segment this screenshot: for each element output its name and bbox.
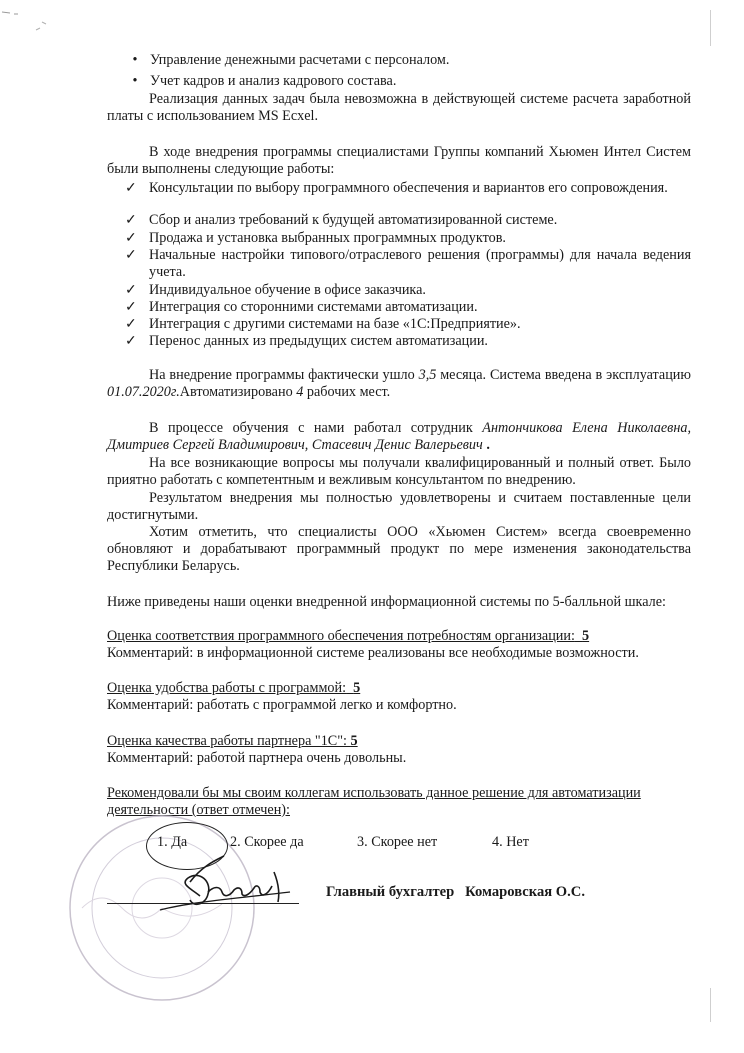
recommend-option-rather-yes: 2. Скорее да bbox=[230, 834, 304, 850]
bullet-icon: • bbox=[132, 52, 138, 68]
impl-workplaces: 4 bbox=[296, 384, 304, 400]
handwritten-signature bbox=[150, 852, 300, 918]
rating-score: 5 bbox=[350, 733, 358, 749]
works-list-item bbox=[125, 333, 691, 350]
rating-comment: Комментарий: работой партнера очень довольны. bbox=[107, 750, 407, 766]
scan-edge-line bbox=[710, 10, 711, 46]
rating-title: Оценка удобства работы с программой: bbox=[107, 680, 347, 696]
works-list-item bbox=[125, 212, 691, 229]
impl-text: месяца. Система введена в эксплуатацию bbox=[436, 367, 691, 383]
rating-block bbox=[107, 628, 691, 662]
check-icon: ✓ bbox=[125, 282, 137, 298]
impl-text: рабочих мест. bbox=[303, 384, 391, 400]
rating-title: Оценка качества работы партнера "1С": bbox=[107, 733, 347, 749]
recommend-option-rather-no: 3. Скорее нет bbox=[357, 834, 438, 850]
rating-title-line bbox=[107, 628, 691, 645]
bullet-icon: • bbox=[132, 73, 138, 89]
signer-position: Главный бухгалтер bbox=[326, 884, 455, 900]
works-list-item bbox=[125, 180, 691, 197]
works-list-item bbox=[125, 316, 691, 333]
paragraph-answers: На все возникающие вопросы мы получали квалифицированный и полный ответ. Было приятно работать с компетентным и вежливым консультантом по внедрению. bbox=[107, 455, 691, 488]
rating-title-line bbox=[107, 680, 691, 697]
recommend-question: Рекомендовали бы мы своим коллегам использовать данное решение для автоматизации деятельности (ответ отмечен): bbox=[107, 785, 641, 818]
works-list-text: Индивидуальное обучение в офисе заказчика. bbox=[149, 282, 426, 298]
scan-edge-line bbox=[710, 988, 711, 1022]
rating-title-line bbox=[107, 733, 691, 750]
paragraph-implementation bbox=[107, 367, 691, 401]
check-icon: ✓ bbox=[125, 230, 137, 246]
rating-title: Оценка соответствия программного обеспечения потребностям организации: bbox=[107, 628, 575, 644]
works-list-item bbox=[125, 299, 691, 316]
works-list-text: Продажа и установка выбранных программных продуктов. bbox=[149, 230, 506, 246]
impl-text: На внедрение программы фактически ушло bbox=[149, 367, 419, 383]
check-icon: ✓ bbox=[125, 299, 137, 315]
training-text: В процессе обучения с нами работал сотрудник bbox=[149, 420, 483, 436]
recommend-option-no: 4. Нет bbox=[492, 834, 529, 850]
signature-line bbox=[107, 903, 299, 904]
works-list-item bbox=[125, 230, 691, 247]
impl-text: Автоматизировано bbox=[179, 384, 297, 400]
training-employees: Антончикова Елена Николаевна, Дмитриев Сергей Владимирович, Стасевич Денис Валерьевич bbox=[107, 420, 691, 453]
check-icon: ✓ bbox=[125, 333, 137, 349]
recommend-option-yes: 1. Да bbox=[157, 834, 188, 850]
works-list-item bbox=[125, 282, 691, 299]
rating-block bbox=[107, 733, 691, 767]
bullet-item bbox=[128, 73, 691, 90]
works-list-text: Консультации по выбору программного обеспечения и вариантов его сопровождения. bbox=[149, 180, 668, 196]
signer-block bbox=[326, 884, 585, 901]
check-icon: ✓ bbox=[125, 247, 137, 263]
bullet-text: Управление денежными расчетами с персоналом. bbox=[150, 52, 450, 68]
rating-comment: Комментарий: работать с программой легко и комфортно. bbox=[107, 697, 457, 713]
check-icon: ✓ bbox=[125, 316, 137, 332]
works-list-text: Интеграция с другими системами на базе «1С:Предприятие». bbox=[149, 316, 521, 332]
rating-comment: Комментарий: в информационной системе реализованы все необходимые возможности. bbox=[107, 645, 639, 661]
paragraph-training bbox=[107, 420, 691, 454]
works-list-item bbox=[125, 247, 691, 281]
scan-artifact-marks bbox=[0, 0, 60, 40]
paragraph-updates: Хотим отметить, что специалисты ООО «Хьюмен Систем» всегда своевременно обновляют и дорабатывают программный продукт по мере изменения законодательства Республики Беларусь. bbox=[107, 524, 691, 574]
ratings-intro: Ниже приведены наши оценки внедренной информационной системы по 5-балльной шкале: bbox=[107, 594, 666, 610]
impl-date: 01.07.2020г. bbox=[107, 384, 180, 400]
paragraph-result: Результатом внедрения мы полностью удовлетворены и считаем поставленные цели достигнутыми. bbox=[107, 490, 691, 523]
bullet-text: Учет кадров и анализ кадрового состава. bbox=[150, 73, 397, 89]
works-list-text: Сбор и анализ требований к будущей автоматизированной системе. bbox=[149, 212, 558, 228]
signer-name: Комаровская О.С. bbox=[465, 884, 585, 900]
rating-score: 5 bbox=[582, 628, 590, 644]
rating-score: 5 bbox=[353, 680, 361, 696]
paragraph-excel: Реализация данных задач была невозможна в действующей системе расчета заработной платы с использованием MS Ecxel. bbox=[107, 91, 691, 124]
training-end: . bbox=[482, 437, 490, 453]
paragraph-works-intro: В ходе внедрения программы специалистами Группы компаний Хьюмен Интел Систем были выполнены следующие работы: bbox=[107, 144, 691, 177]
rating-block bbox=[107, 680, 691, 714]
check-icon: ✓ bbox=[125, 212, 137, 228]
impl-months: 3,5 bbox=[418, 367, 437, 383]
works-list-text: Интеграция со сторонними системами автоматизации. bbox=[149, 299, 478, 315]
bullet-item bbox=[128, 52, 691, 69]
works-list-text: Перенос данных из предыдущих систем автоматизации. bbox=[149, 333, 488, 349]
check-icon: ✓ bbox=[125, 180, 137, 196]
works-list-text: Начальные настройки типового/отраслевого решения (программы) для начала ведения учета. bbox=[149, 247, 691, 280]
